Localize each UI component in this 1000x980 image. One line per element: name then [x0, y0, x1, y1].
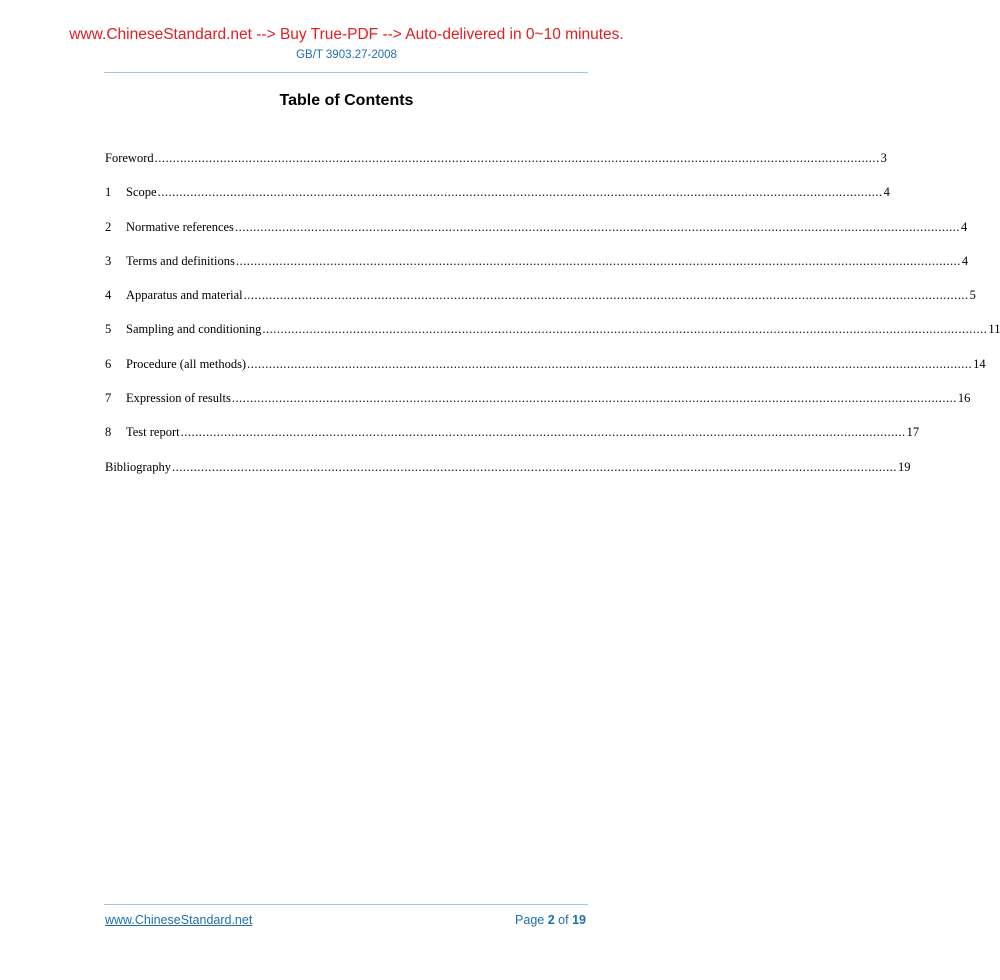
toc-entry-page: 4 [961, 253, 969, 268]
toc-entry-procedure[interactable] [105, 356, 986, 390]
toc-entry-page: 14 [973, 356, 986, 371]
toc-entry-normative-references[interactable] [105, 219, 968, 253]
toc-entry-apparatus-and-material[interactable] [105, 287, 976, 321]
toc-entry-scope[interactable] [105, 184, 890, 218]
page-total: 19 [572, 913, 586, 927]
toc-list [105, 150, 1000, 493]
promo-banner-link[interactable]: www.ChineseStandard.net --> Buy True-PDF --> Auto-delivered in 0~10 minutes. [69, 26, 624, 43]
toc-entry-bibliography[interactable] [105, 459, 911, 493]
page-current: 2 [547, 913, 555, 927]
toc-entry-label: Scope [126, 185, 157, 200]
footer-site-link[interactable]: www.ChineseStandard.net [105, 913, 253, 927]
toc-leader-dots: ........................................................................................................................................................................................................ [157, 185, 883, 200]
toc-entry-page: 19 [897, 459, 911, 474]
toc-entry-label: Terms and definitions [126, 253, 235, 268]
toc-entry-sampling-and-conditioning[interactable] [105, 321, 1000, 355]
standard-code: GB/T 3903.27-2008 [296, 49, 397, 61]
toc-entry-number: 4 [105, 288, 112, 303]
toc-leader-dots: ........................................................................................................................................................................................................ [235, 253, 961, 268]
toc-entry-test-report[interactable] [105, 424, 920, 458]
toc-entry-number: 2 [105, 219, 112, 234]
toc-entry-label: Apparatus and material [126, 288, 243, 303]
toc-entry-number: 5 [105, 322, 112, 337]
toc-entry-expression-of-results[interactable] [105, 390, 971, 424]
page-prefix: Page [515, 913, 545, 927]
page-indicator [515, 913, 586, 927]
toc-entry-page: 4 [960, 219, 968, 234]
toc-leader-dots: ........................................................................................................................................................................................................ [262, 322, 988, 337]
toc-entry-label: Procedure (all methods) [126, 356, 247, 371]
toc-entry-label: Foreword [105, 151, 154, 165]
toc-entry-label: Normative references [126, 219, 234, 234]
toc-leader-dots: ........................................................................................................................................................................................................ [243, 288, 969, 303]
toc-leader-dots: ........................................................................................................................................................................................................ [154, 151, 880, 165]
toc-entry-page: 3 [880, 151, 887, 165]
toc-leader-dots: ........................................................................................................................................................................................................ [171, 459, 897, 474]
toc-entry-label: Test report [126, 425, 180, 440]
toc-leader-dots: ........................................................................................................................................................................................................ [231, 391, 957, 406]
toc-entry-number: 7 [105, 391, 112, 406]
toc-title: Table of Contents [279, 92, 414, 109]
toc-entry-number: 8 [105, 425, 112, 440]
toc-entry-page: 17 [906, 425, 920, 440]
toc-entry-page: 16 [957, 391, 971, 406]
toc-leader-dots: ........................................................................................................................................................................................................ [180, 425, 906, 440]
toc-entry-page: 11 [988, 322, 1000, 337]
header-divider [104, 72, 588, 73]
toc-entry-page: 4 [883, 185, 890, 200]
toc-entry-terms-and-definitions[interactable] [105, 253, 969, 287]
toc-leader-dots: ........................................................................................................................................................................................................ [234, 219, 960, 234]
toc-entry-foreword[interactable] [105, 150, 887, 184]
toc-entry-number: 6 [105, 356, 112, 371]
toc-entry-label: Bibliography [105, 459, 171, 474]
toc-entry-label: Sampling and conditioning [126, 322, 262, 337]
footer-divider [104, 904, 588, 905]
toc-leader-dots: ........................................................................................................................................................................................................ [247, 356, 973, 371]
page-of: of [558, 913, 569, 927]
toc-entry-page: 5 [969, 288, 976, 303]
toc-entry-number: 3 [105, 253, 112, 268]
toc-entry-number: 1 [105, 185, 112, 200]
toc-entry-label: Expression of results [126, 391, 231, 406]
